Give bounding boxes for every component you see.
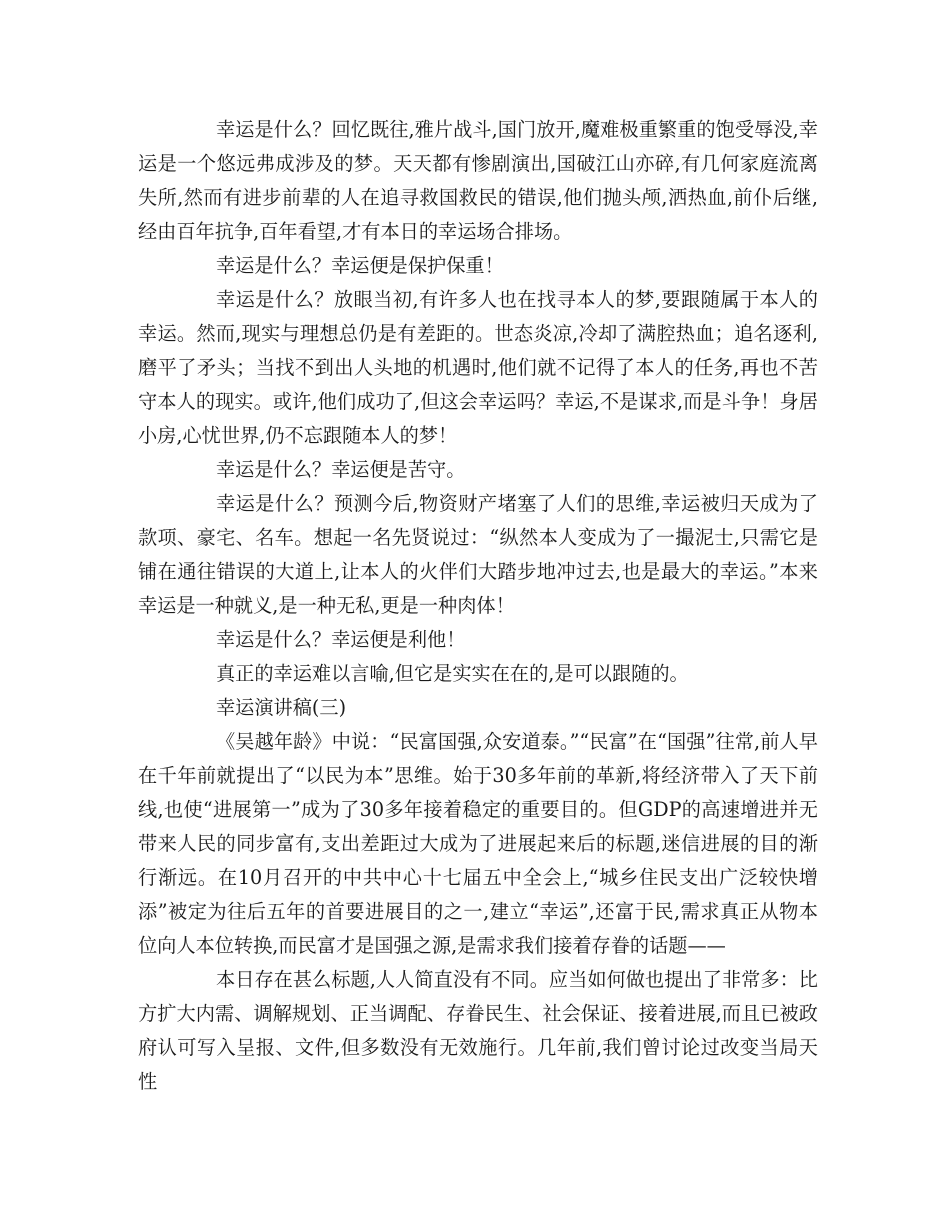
- paragraph: 《吴越年龄》中说：“民富国强,众安道泰。”“民富”在“国强”往常,前人早在千年前就提出了“以民为本”思维。始于30多年前的革新,将经济带入了天下前线,也使“进展第一”成为了30多年接着稳定的重要目的。但GDP的高速增进并无带来人民的同步富有,支出差距过大成为了进展起来后的标题,迷信进展的目的渐行渐远。在10月召开的中共中心十七届五中全会上,“城乡住民支出广泛较快增添”被定为往后五年的首要进展目的之一,建立“幸运”,还富于民,需求真正从物本位向人本位转换,而民富才是国强之源,是需求我们接着存眷的话题——: [138, 730, 818, 957]
- paragraph: 幸运是什么？幸运便是苦守。: [216, 458, 466, 481]
- paragraph: 本日存在甚么标题,人人简直没有不同。应当如何做也提出了非常多：比方扩大内需、调解规划、正当调配、存眷民生、社会保证、接着进展,而且已被政府认可写入呈报、文件,但多数没有无效施行。几年前,我们曾讨论过改变当局天性: [138, 968, 818, 1093]
- paragraph: 真正的幸运难以言喻,但它是实实在在的,是可以跟随的。: [216, 662, 689, 685]
- paragraph: 幸运是什么？回忆既往,雅片战斗,国门放开,魔难极重繁重的饱受辱没,幸运是一个悠远弗成涉及的梦。天天都有惨剧演出,国破江山亦碎,有几何家庭流离失所,然而有进步前辈的人在追寻救国救民的错误,他们抛头颅,洒热血,前仆后继,经由百年抗争,百年看望,才有本日的幸运场合排场。: [138, 118, 818, 243]
- paragraph: 幸运是什么？幸运便是利他！: [216, 628, 466, 651]
- paragraph: 幸运是什么？预测今后,物资财产堵塞了人们的思维,幸运被归天成为了款项、豪宅、名车。想起一名先贤说过：“纵然本人变成为了一撮泥士,只需它是铺在通往错误的大道上,让本人的火伴们大踏步地冲过去,也是最大的幸运。”本来幸运是一种就义,是一种无私,更是一种肉体！: [138, 492, 818, 617]
- section-heading: 幸运演讲稿(三): [216, 696, 347, 719]
- paragraph: 幸运是什么？幸运便是保护保重！: [216, 254, 504, 277]
- document-body: [138, 113, 818, 1099]
- paragraph: 幸运是什么？放眼当初,有许多人也在找寻本人的梦,要跟随属于本人的幸运。然而,现实与理想总仍是有差距的。世态炎凉,冷却了满腔热血；追名逐利,磨平了矛头；当找不到出人头地的机遇时,他们就不记得了本人的任务,再也不苦守本人的现实。或许,他们成功了,但这会幸运吗？幸运,不是谋求,而是斗争！身居小房,心忧世界,仍不忘跟随本人的梦！: [138, 288, 818, 447]
